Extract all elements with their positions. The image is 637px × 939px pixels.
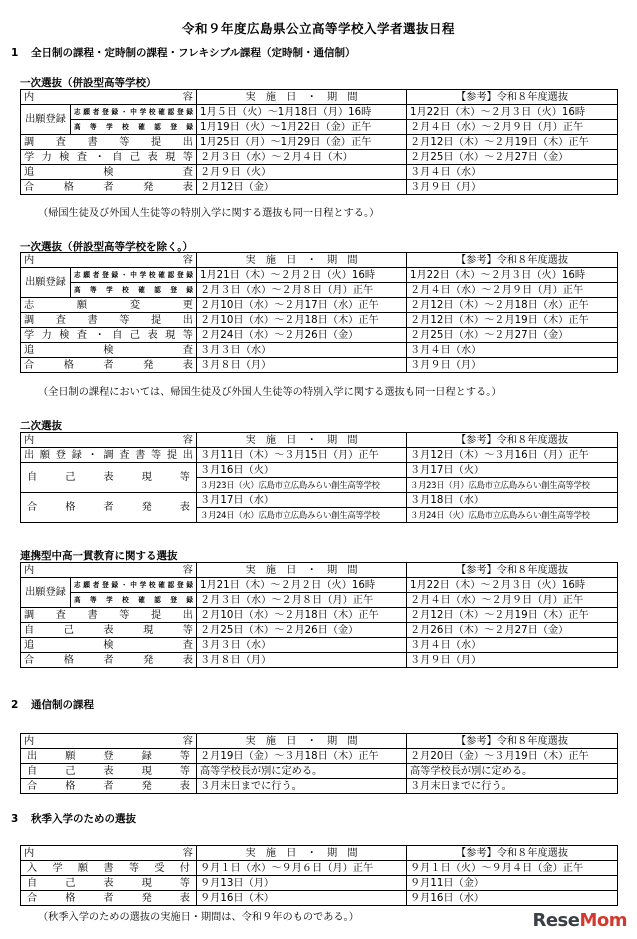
table-header-row — [21, 846, 618, 861]
row-label: 出願登録・調査書等提出 — [21, 448, 197, 463]
header-content: 内 容 — [21, 734, 197, 749]
row-period: 1月21日（木）～２月２日（火）16時 — [197, 268, 407, 283]
table-row — [21, 593, 618, 608]
row-label: 高等学校確認登録 — [71, 593, 197, 608]
header-period: 実 施 日 ・ 期 間 — [197, 253, 407, 268]
row-period: ３月17日（水） — [197, 493, 407, 508]
row-label: 合格者発表 — [21, 358, 197, 373]
row-period: ２月３日（水）～２月８日（月）正午 — [197, 283, 407, 298]
row-period: ９月１日（水）～９月６日（月）正午 — [197, 861, 407, 876]
row-period: ２月10日（水）～２月18日（木）正午 — [197, 313, 407, 328]
row-label: 高等学校確認登録 — [71, 120, 197, 135]
row-label: 高等学校確認登録 — [71, 283, 197, 298]
section-title: 秋季入学のための選抜 — [31, 813, 136, 825]
table-note: （全日制の課程においては、帰国生徒及び外国人生徒等の特別入学に関する選抜も同一日程とする。） — [38, 387, 502, 398]
table-row — [21, 135, 618, 150]
table-heading: 連携型中高一貫教育に関する選抜 — [20, 550, 178, 562]
table-row — [21, 608, 618, 623]
table-row — [21, 861, 618, 876]
table-note: （帰国生徒及び外国人生徒等の特別入学に関する選抜も同一日程とする。） — [38, 208, 380, 219]
table-row — [21, 328, 618, 343]
row-label: 自己表現等 — [21, 623, 197, 638]
row-period: ３月８日（月） — [197, 653, 407, 668]
row-reference: ２月25日（水）～２月27日（金） — [407, 150, 618, 165]
header-content: 内 容 — [21, 846, 197, 861]
row-period: ３月８日（月） — [197, 358, 407, 373]
row-label: 志願者登録・中学校確認登録 — [71, 268, 197, 283]
resemom-logo — [532, 910, 627, 931]
table-row — [21, 343, 618, 358]
table-row — [21, 623, 618, 638]
table-row — [21, 105, 618, 120]
row-period: 1月25日（月）～1月29日（金）正午 — [197, 135, 407, 150]
table-row — [21, 268, 618, 283]
row-label: 調査書等提出 — [21, 135, 197, 150]
row-period: ３月11日（木）～３月15日（月）正午 — [197, 448, 407, 463]
row-reference: ９月11日（金） — [407, 876, 618, 891]
row-reference: 1月22日（木）～２月３日（火）16時 — [407, 578, 618, 593]
row-reference: ２月26日（木）～２月27日（金） — [407, 623, 618, 638]
row-reference: ２月12日（木）～２月18日（水）正午 — [407, 298, 618, 313]
schedule-table — [20, 733, 618, 794]
row-reference: ３月末日までに行う。 — [407, 779, 618, 794]
table-row — [21, 313, 618, 328]
schedule-table — [20, 432, 618, 523]
table-header-row — [21, 734, 618, 749]
row-label: 調査書等提出 — [21, 313, 197, 328]
row-label: 自己表現等 — [21, 463, 197, 493]
table-heading: 一次選抜（併設型高等学校） — [20, 77, 157, 89]
row-label: 合格者発表 — [21, 653, 197, 668]
row-reference: ３月４日（水） — [407, 638, 618, 653]
row-period: ９月13日（月） — [197, 876, 407, 891]
row-label: 入学願書等受付 — [21, 861, 197, 876]
header-period: 実 施 日 ・ 期 間 — [197, 433, 407, 448]
table-row — [21, 150, 618, 165]
row-reference: 高等学校長が別に定める。 — [407, 764, 618, 779]
table-row — [21, 180, 618, 195]
row-reference: ３月４日（水） — [407, 343, 618, 358]
table-row — [21, 463, 618, 478]
section-heading-2 — [11, 697, 94, 712]
row-label: 合格者発表 — [21, 493, 197, 523]
row-period: ２月３日（水）～２月８日（月）正午 — [197, 593, 407, 608]
row-period: ９月16日（木） — [197, 891, 407, 906]
section-heading-1 — [11, 45, 356, 60]
row-reference-secondary: ３月23日（月）広島市立広島みらい創生高等学校 — [407, 478, 618, 493]
row-period: ２月24日（水）～２月26日（金） — [197, 328, 407, 343]
header-period: 実 施 日 ・ 期 間 — [197, 90, 407, 105]
row-reference: ２月４日（水）～２月９日（月）正午 — [407, 120, 618, 135]
row-reference: ３月18日（水） — [407, 493, 618, 508]
row-reference: ２月12日（木）～２月19日（木）正午 — [407, 135, 618, 150]
section-number: 3 — [11, 813, 19, 825]
table-row — [21, 165, 618, 180]
row-reference: ２月25日（水）～２月27日（金） — [407, 328, 618, 343]
table-heading: 一次選抜（併設型高等学校を除く。） — [20, 241, 194, 253]
table-row — [21, 891, 618, 906]
section-heading-3 — [11, 811, 136, 826]
row-period: ２月19日（金）～３月18日（木）正午 — [197, 749, 407, 764]
header-period: 実 施 日 ・ 期 間 — [197, 563, 407, 578]
header-reference: 【参考】令和８年度選抜 — [407, 433, 618, 448]
table-heading: 二次選抜 — [20, 420, 62, 432]
row-reference: 1月22日（木）～２月３日（火）16時 — [407, 268, 618, 283]
row-reference: 1月22日（木）～２月３日（火）16時 — [407, 105, 618, 120]
row-label: 追検査 — [21, 165, 197, 180]
row-period-secondary: ３月24日（水）広島市立広島みらい創生高等学校 — [197, 508, 407, 523]
schedule-table — [20, 252, 618, 373]
row-reference: ９月16日（水） — [407, 891, 618, 906]
header-content: 内 容 — [21, 563, 197, 578]
table-row — [21, 764, 618, 779]
row-period: ２月10日（水）～２月17日（水）正午 — [197, 298, 407, 313]
row-group-label: 出願登録 — [21, 578, 71, 608]
row-label: 自己表現等 — [21, 764, 197, 779]
row-period: ３月３日（水） — [197, 343, 407, 358]
row-label: 追検査 — [21, 343, 197, 358]
header-content: 内 容 — [21, 253, 197, 268]
table-header-row — [21, 253, 618, 268]
table-row — [21, 876, 618, 891]
header-reference: 【参考】令和８年度選抜 — [407, 563, 618, 578]
row-label: 追検査 — [21, 638, 197, 653]
header-content: 内 容 — [21, 90, 197, 105]
section-number: 2 — [11, 699, 19, 711]
row-reference: ２月４日（水）～２月９日（月）正午 — [407, 283, 618, 298]
row-label: 志願者登録・中学校確認登録 — [71, 578, 197, 593]
row-reference: ９月１日（火）～９月４日（金）正午 — [407, 861, 618, 876]
section-title: 全日制の課程・定時制の課程・フレキシブル課程（定時制・通信制） — [31, 47, 356, 59]
row-label: 出願登録等 — [21, 749, 197, 764]
row-group-label: 出願登録 — [21, 268, 71, 298]
table-row — [21, 638, 618, 653]
row-reference: ２月４日（水）～２月９日（月）正午 — [407, 593, 618, 608]
table-header-row — [21, 563, 618, 578]
row-reference: ３月９日（月） — [407, 653, 618, 668]
table-row — [21, 448, 618, 463]
schedule-table — [20, 89, 618, 195]
header-content: 内 容 — [21, 433, 197, 448]
logo-text-main: Rese — [532, 910, 580, 931]
row-reference: ３月９日（月） — [407, 180, 618, 195]
row-period: 高等学校長が別に定める。 — [197, 764, 407, 779]
row-label: 学力検査・自己表現等 — [21, 328, 197, 343]
row-label: 合格者発表 — [21, 779, 197, 794]
row-period: ２月25日（木）～２月26日（金） — [197, 623, 407, 638]
row-period: ２月３日（水）～２月４日（木） — [197, 150, 407, 165]
row-label: 自己表現等 — [21, 876, 197, 891]
table-row — [21, 578, 618, 593]
table-note: （秋季入学のための選抜の実施日・期間は、令和９年のものである。） — [38, 912, 359, 923]
table-row — [21, 493, 618, 508]
row-period: ２月12日（金） — [197, 180, 407, 195]
row-reference: ３月９日（月） — [407, 358, 618, 373]
table-row — [21, 358, 618, 373]
row-reference: ３月12日（木）～３月16日（月）正午 — [407, 448, 618, 463]
row-label: 志願変更 — [21, 298, 197, 313]
row-period: ２月９日（火） — [197, 165, 407, 180]
header-reference: 【参考】令和８年度選抜 — [407, 846, 618, 861]
row-period: ３月16日（火） — [197, 463, 407, 478]
table-row — [21, 298, 618, 313]
table-header-row — [21, 433, 618, 448]
row-reference: ３月４日（水） — [407, 165, 618, 180]
row-reference: ２月20日（金）～３月19日（木）正午 — [407, 749, 618, 764]
section-title: 通信制の課程 — [31, 699, 94, 711]
row-period-secondary: ３月23日（火）広島市立広島みらい創生高等学校 — [197, 478, 407, 493]
row-period: 1月21日（木）～２月２日（火）16時 — [197, 578, 407, 593]
row-reference: ３月17日（火） — [407, 463, 618, 478]
row-period: 1月５日（火）～1月18日（月）16時 — [197, 105, 407, 120]
row-label: 合格者発表 — [21, 180, 197, 195]
schedule-table — [20, 845, 618, 906]
row-label: 学力検査・自己表現等 — [21, 150, 197, 165]
header-reference: 【参考】令和８年度選抜 — [407, 90, 618, 105]
row-period: ２月10日（水）～２月18日（木）正午 — [197, 608, 407, 623]
row-period: ３月３日（水） — [197, 638, 407, 653]
schedule-table — [20, 562, 618, 668]
header-period: 実 施 日 ・ 期 間 — [197, 846, 407, 861]
row-group-label: 出願登録 — [21, 105, 71, 135]
row-period: 1月19日（火）～1月22日（金）正午 — [197, 120, 407, 135]
table-row — [21, 653, 618, 668]
row-label: 志願者登録・中学校確認登録 — [71, 105, 197, 120]
row-reference: ２月12日（木）～２月19日（木）正午 — [407, 608, 618, 623]
row-label: 調査書等提出 — [21, 608, 197, 623]
header-reference: 【参考】令和８年度選抜 — [407, 253, 618, 268]
table-header-row — [21, 90, 618, 105]
section-number: 1 — [11, 47, 19, 59]
page-title: 令和９年度広島県公立高等学校入学者選抜日程 — [181, 21, 455, 36]
header-reference: 【参考】令和８年度選抜 — [407, 734, 618, 749]
header-period: 実 施 日 ・ 期 間 — [197, 734, 407, 749]
table-row — [21, 779, 618, 794]
table-row — [21, 749, 618, 764]
row-label: 合格者発表 — [21, 891, 197, 906]
row-reference-secondary: ３月24日（火）広島市立広島みらい創生高等学校 — [407, 508, 618, 523]
table-row — [21, 283, 618, 298]
row-period: ３月末日までに行う。 — [197, 779, 407, 794]
table-row — [21, 120, 618, 135]
logo-text-accent: Mom — [579, 910, 627, 931]
row-reference: ２月12日（木）～２月19日（木）正午 — [407, 313, 618, 328]
